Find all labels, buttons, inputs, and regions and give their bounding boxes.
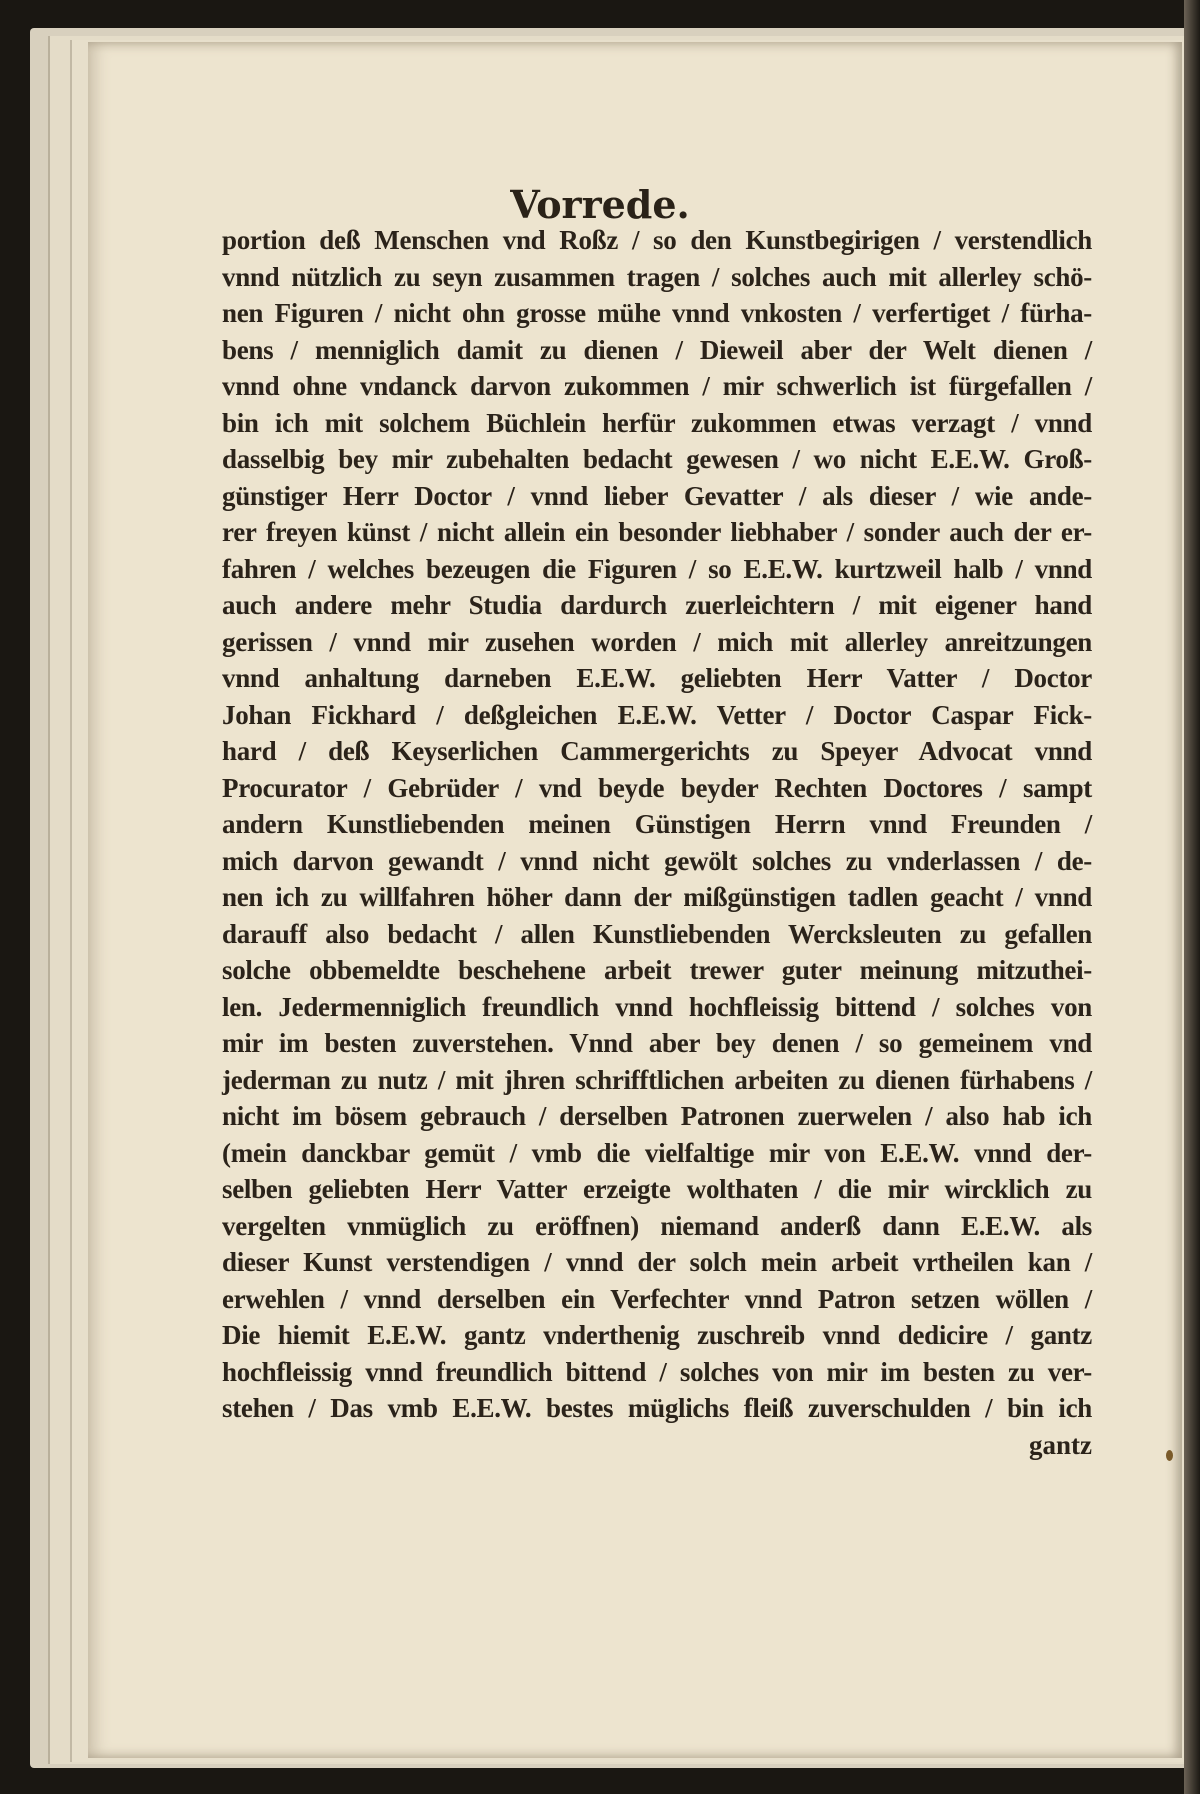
text-line: bens / menniglich damit zu dienen / Dieweil aber der Welt dienen / xyxy=(222,334,1092,365)
text-line: vergelten vnmüglich zu eröffnen) niemand anderß dann E.E.W. als xyxy=(222,1210,1092,1241)
text-line: dieser Kunst verstendigen / vnnd der solch mein arbeit vrtheilen kan / xyxy=(222,1247,1092,1277)
text-line: portion deß Menschen vnd Roßz / so den Kunstbegirigen / verstendlich xyxy=(222,225,1092,255)
text-line: mir im besten zuverstehen. Vnnd aber bey denen / so gemeinem vnd xyxy=(222,1028,1092,1058)
text-line: dasselbig bey mir zubehalten bedacht gewesen / wo nicht E.E.W. Groß- xyxy=(222,444,1092,474)
catchword: gantz xyxy=(1029,1430,1092,1460)
text-line: günstiger Herr Doctor / vnnd lieber Gevatter / als dieser / wie ande- xyxy=(222,480,1092,511)
text-line: nicht im bösem gebrauch / derselben Patronen zuerwelen / also hab ich xyxy=(222,1101,1092,1131)
text-line: jederman zu nutz / mit jhren schrifftlichen arbeiten zu dienen fürhabens / xyxy=(222,1064,1092,1095)
text-line: vnnd nützlich zu seyn zusammen tragen / solches auch mit allerley schö- xyxy=(222,261,1092,292)
text-line: nen Figuren / nicht ohn grosse mühe vnnd vnkosten / verfertiget / fürha- xyxy=(222,298,1092,328)
text-line: bin ich mit solchem Büchlein herfür zukommen etwas verzagt / vnnd xyxy=(222,407,1092,438)
text-line: mich darvon gewandt / vnnd nicht gewölt solches zu vnderlassen / de- xyxy=(222,845,1092,876)
body-text xyxy=(222,222,1092,1427)
text-line: gerissen / vnnd mir zusehen worden / mich mit allerley anreitzungen xyxy=(222,626,1092,657)
text-line: vnnd anhaltung darneben E.E.W. geliebten Herr Vatter / Doctor xyxy=(222,663,1092,693)
text-line: selben geliebten Herr Vatter erzeigte wolthaten / die mir wircklich zu xyxy=(222,1174,1092,1204)
text-line: stehen / Das vmb E.E.W. bestes müglichs fleiß zuverschulden / bin ich xyxy=(222,1393,1092,1423)
text-line: solche obbemeldte beschehene arbeit trewer guter meinung mitzuthei- xyxy=(222,955,1092,985)
text-line: Procurator / Gebrüder / vnd beyde beyder Rechten Doctores / sampt xyxy=(222,772,1092,803)
text-line: (mein danckbar gemüt / vmb die vielfaltige mir von E.E.W. vnnd der- xyxy=(222,1137,1092,1168)
text-line: nen ich zu willfahren höher dann der mißgünstigen tadlen geacht / vnnd xyxy=(222,882,1092,912)
text-line: fahren / welches bezeugen die Figuren / so E.E.W. kurtzweil halb / vnnd xyxy=(222,553,1092,584)
text-line: vnnd ohne vndanck darvon zukommen / mir schwerlich ist fürgefallen / xyxy=(222,371,1092,401)
text-line: erwehlen / vnnd derselben ein Verfechter vnnd Patron setzen wöllen / xyxy=(222,1283,1092,1314)
text-line: hard / deß Keyserlichen Cammergerichts zu Speyer Advocat vnnd xyxy=(222,736,1092,766)
text-line: darauff also bedacht / allen Kunstliebenden Wercksleuten zu gefallen xyxy=(222,918,1092,949)
text-line: Johan Fickhard / deßgleichen E.E.W. Vetter / Doctor Caspar Fick- xyxy=(222,699,1092,730)
text-line: hochfleissig vnnd freundlich bittend / solches von mir im besten zu ver- xyxy=(222,1356,1092,1387)
text-line: andern Kunstliebenden meinen Günstigen Herrn vnnd Freunden / xyxy=(222,809,1092,839)
text-line: auch andere mehr Studia dardurch zuerleichtern / mit eigener hand xyxy=(222,590,1092,620)
ink-spot xyxy=(1166,1450,1173,1461)
text-line: Die hiemit E.E.W. gantz vnderthenig zuschreib vnnd dedicire / gantz xyxy=(222,1320,1092,1350)
page-heading: Vorrede. xyxy=(510,182,690,227)
text-line: len. Jedermenniglich freundlich vnnd hochfleissig bittend / solches von xyxy=(222,991,1092,1022)
book-spine-shadow xyxy=(1184,0,1200,1794)
text-line: rer freyen künst / nicht allein ein besonder liebhaber / sonder auch der er- xyxy=(222,517,1092,547)
